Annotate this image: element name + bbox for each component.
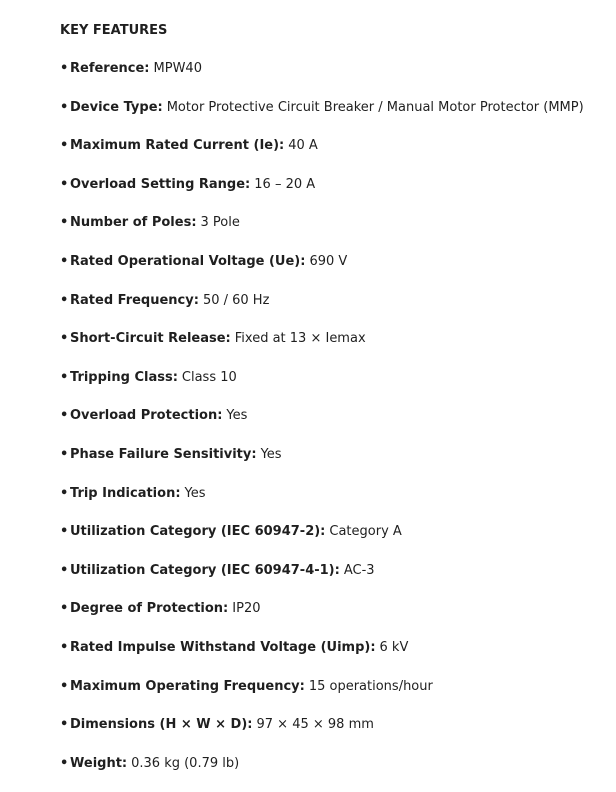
feature-value: 15 operations/hour: [308, 678, 433, 694]
bullet-icon: •: [60, 369, 69, 385]
bullet-icon: •: [60, 99, 69, 115]
feature-value: IP20: [232, 601, 261, 617]
list-item: [60, 59, 616, 98]
bullet-icon: •: [60, 215, 69, 231]
feature-value: 0.36 kg (0.79 lb): [131, 755, 240, 771]
bullet-icon: •: [60, 717, 69, 733]
feature-label: Overload Setting Range:: [70, 176, 251, 192]
list-item: [60, 406, 616, 445]
list-item: [60, 213, 616, 252]
feature-value: Class 10: [181, 369, 237, 385]
feature-label: Tripping Class:: [70, 369, 178, 385]
list-item: [60, 677, 616, 716]
feature-label: Utilization Category (IEC 60947-4-1):: [70, 562, 340, 578]
bullet-icon: •: [60, 562, 69, 578]
feature-label: Dimensions (H × W × D):: [70, 717, 253, 733]
list-item: [60, 715, 616, 754]
bullet-icon: •: [60, 176, 69, 192]
bullet-icon: •: [60, 524, 69, 540]
list-item: [60, 252, 616, 291]
feature-value: 40 A: [288, 138, 318, 154]
feature-value: 3 Pole: [200, 215, 240, 231]
feature-value: Category A: [329, 524, 402, 540]
features-list: [60, 59, 616, 792]
feature-value: Yes: [260, 446, 282, 462]
bullet-icon: •: [60, 446, 69, 462]
list-item: [60, 98, 616, 137]
list-item: [60, 175, 616, 214]
feature-value: Fixed at 13 × Iemax: [234, 331, 366, 347]
feature-value: 97 × 45 × 98 mm: [256, 717, 374, 733]
list-item: [60, 561, 616, 600]
feature-label: Device Type:: [70, 99, 163, 115]
feature-value: 690 V: [309, 253, 348, 269]
list-item: [60, 291, 616, 330]
feature-label: Utilization Category (IEC 60947-2):: [70, 524, 326, 540]
feature-value: 16 – 20 A: [254, 176, 316, 192]
bullet-icon: •: [60, 61, 69, 76]
feature-label: Maximum Rated Current (Ie):: [70, 138, 285, 154]
bullet-icon: •: [60, 292, 69, 308]
bullet-icon: •: [60, 601, 69, 617]
list-item: [60, 599, 616, 638]
list-item: [60, 368, 616, 407]
feature-label: Trip Indication:: [70, 485, 181, 501]
section-heading: KEY FEATURES: [60, 23, 168, 38]
list-item: [60, 136, 616, 175]
feature-label: Degree of Protection:: [70, 601, 229, 617]
feature-label: Rated Operational Voltage (Ue):: [70, 253, 306, 269]
list-item: [60, 754, 616, 792]
feature-label: Rated Frequency:: [70, 292, 199, 308]
feature-value: MPW40: [153, 61, 202, 76]
feature-label: Number of Poles:: [70, 215, 197, 231]
bullet-icon: •: [60, 253, 69, 269]
bullet-icon: •: [60, 485, 69, 501]
feature-label: Short-Circuit Release:: [70, 331, 231, 347]
feature-label: Maximum Operating Frequency:: [70, 678, 305, 694]
feature-label: Reference:: [70, 61, 150, 76]
feature-value: AC-3: [343, 562, 375, 578]
bullet-icon: •: [60, 639, 69, 655]
list-item: [60, 638, 616, 677]
feature-label: Phase Failure Sensitivity:: [70, 446, 257, 462]
bullet-icon: •: [60, 755, 69, 771]
feature-label: Weight:: [70, 755, 128, 771]
feature-value: Yes: [184, 485, 206, 501]
bullet-icon: •: [60, 678, 69, 694]
feature-value: 6 kV: [379, 639, 409, 655]
list-item: [60, 329, 616, 368]
list-item: [60, 445, 616, 484]
feature-value: Yes: [226, 408, 248, 424]
list-item: [60, 484, 616, 523]
feature-value: 50 / 60 Hz: [202, 292, 270, 308]
feature-value: Motor Protective Circuit Breaker / Manual Motor Protector (MMP): [166, 99, 584, 115]
bullet-icon: •: [60, 331, 69, 347]
feature-label: Overload Protection:: [70, 408, 223, 424]
list-item: [60, 522, 616, 561]
bullet-icon: •: [60, 138, 69, 154]
bullet-icon: •: [60, 408, 69, 424]
feature-label: Rated Impulse Withstand Voltage (Uimp):: [70, 639, 376, 655]
